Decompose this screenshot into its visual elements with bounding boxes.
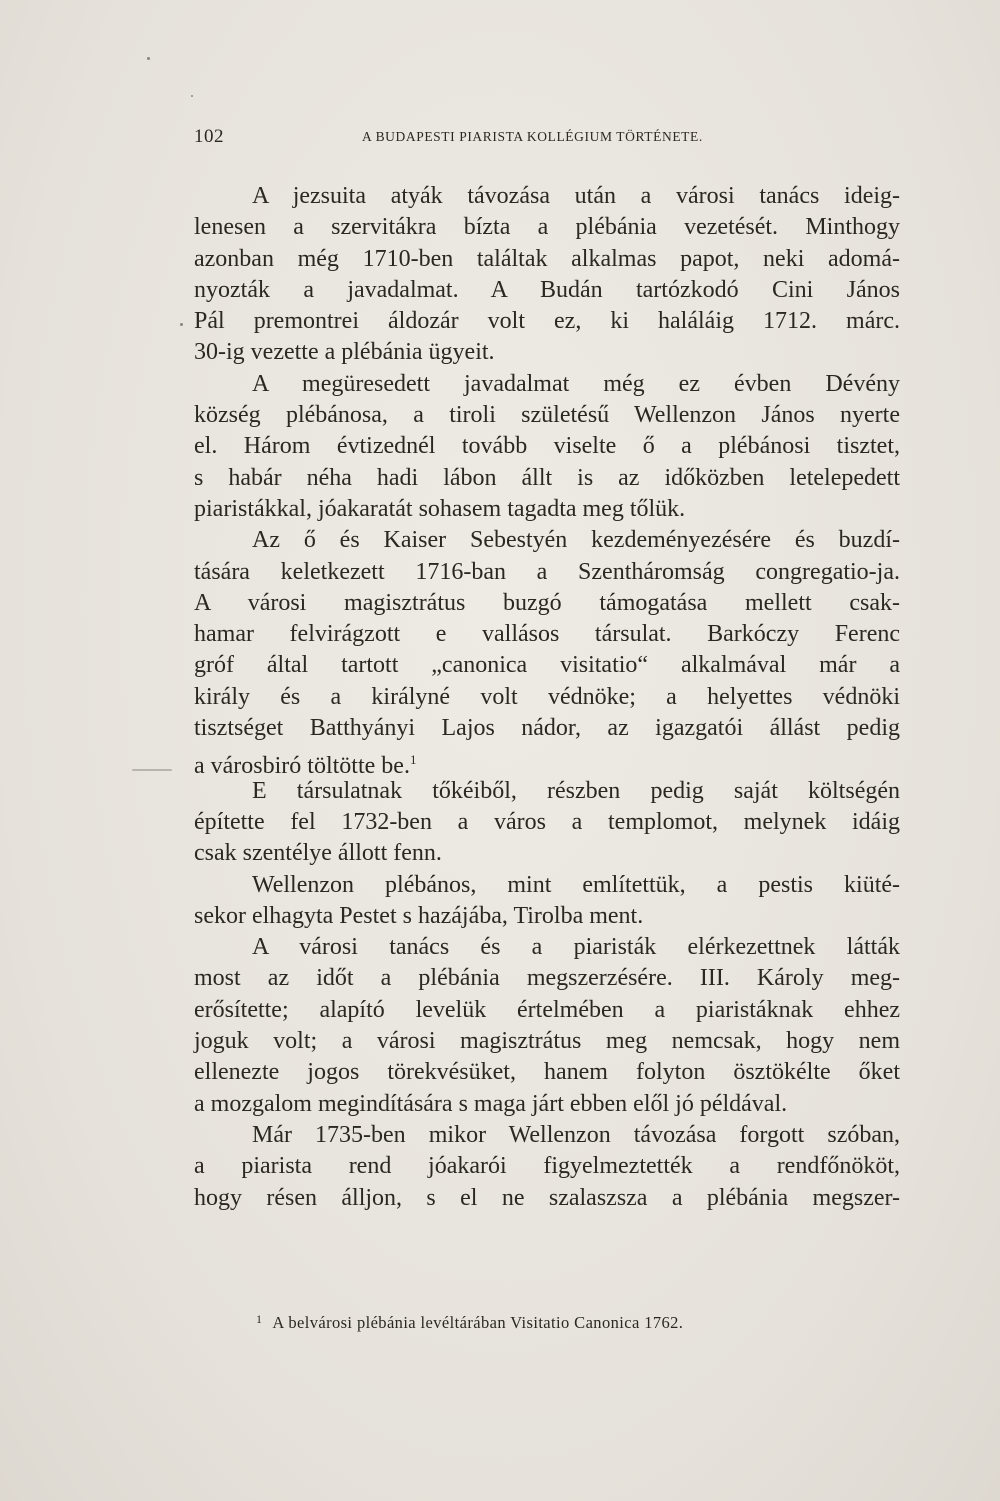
text-line [194,588,900,619]
text-line [194,1026,900,1057]
text-line-content: Pál premontrei áldozár volt ez, ki haláláig 1712. márc. [194,308,900,335]
text-line [194,494,900,525]
text-line [194,1183,900,1214]
text-line [194,713,900,744]
text-line-content: A megüresedett javadalmat még ez évben Dévény [252,370,900,397]
text-line [194,1057,900,1088]
text-line-content: E társulatnak tőkéiből, részben pedig saját költségén [252,777,900,804]
text-line-content: joguk volt; a városi magisztrátus meg nemcsak, hogy nem [194,1028,900,1055]
text-line [194,557,900,588]
text-line [194,463,900,494]
text-line [194,1151,900,1182]
text-line [194,744,900,780]
text-line-content: 30-ig vezette a plébánia ügyeit. [194,339,495,366]
text-line-content: gróf által tartott „canonica visitatio“ alkalmával már a [194,652,900,679]
text-line [194,337,900,368]
text-line-content: A jezsuita atyák távozása után a városi tanács ideig- [252,183,900,209]
text-line [194,682,900,713]
text-line-content: a mozgalom megindítására s maga járt ebben elől jó példával. [194,1090,788,1117]
text-line-content: csak szentélye állott fenn. [194,840,442,867]
text-line-content: A városi magisztrátus buzgó támogatása mellett csak- [194,589,900,616]
text-line [194,870,900,901]
paper-speck [180,323,183,326]
text-line-content: s habár néha hadi lábon állt is az időközben letelepedett [194,464,900,491]
text-line [194,431,900,462]
footnote-reference: 1 [409,752,417,768]
text-line [194,807,900,838]
footnote-marker: 1 [256,1312,263,1326]
running-title: A BUDAPESTI PIARISTA KOLLÉGIUM TÖRTÉNETE. [362,129,703,144]
text-line-content: Az ő és Kaiser Sebestyén kezdeményezésére és buzdí- [252,527,900,554]
text-line [194,1089,900,1120]
text-line [194,838,900,869]
paper-speck [147,57,150,60]
text-line [194,650,900,681]
text-line-content: község plébánosa, a tiroli születésű Wellenzon János nyerte [194,402,900,429]
text-line [194,525,900,556]
text-line [194,901,900,932]
footnote [256,1312,856,1333]
text-line-content: a piarista rend jóakarói figyelmeztették a rendfőnököt, [194,1153,900,1180]
text-line [194,1120,900,1151]
paper-speck [191,95,193,97]
text-line [194,212,900,243]
text-line [194,619,900,650]
body-text [194,181,900,1214]
text-line-content: lenesen a szervitákra bízta a plébánia vezetését. Minthogy [194,214,900,241]
text-line [194,400,900,431]
page-header [194,126,900,152]
footnote-text: A belvárosi plébánia levéltárában Visitatio Canonica 1762. [272,1313,684,1332]
text-line-content: építette fel 1732-ben a város a templomot, melynek idáig [194,808,900,835]
text-line-content: a városbiró töltötte be. [194,753,410,780]
text-line [194,306,900,337]
text-line-content: hogy résen álljon, s el ne szalaszsza a plébánia megszer- [194,1184,900,1211]
text-line-content: el. Három évtizednél tovább viselte ő a plébánosi tisztet, [194,433,900,460]
text-line-content: Wellenzon plébános, mint említettük, a pestis kiüté- [252,871,900,898]
text-line [194,369,900,400]
text-line-content: Már 1735-ben mikor Wellenzon távozása forgott szóban, [252,1121,900,1148]
text-line-content: A városi tanács és a piaristák elérkezettnek látták [252,934,900,961]
text-line [194,963,900,994]
text-line [194,932,900,963]
text-line-content: király és a királyné volt védnöke; a helyettes védnöki [194,683,900,710]
text-line-content: most az időt a plébánia megszerzésére. III. Károly meg- [194,965,900,992]
text-line-content: tisztséget Batthyányi Lajos nádor, az igazgatói állást pedig [194,715,900,742]
page-number: 102 [194,126,224,147]
text-line [194,275,900,306]
text-line-content: piaristákkal, jóakaratát sohasem tagadta meg tőlük. [194,495,686,522]
text-line-content: hamar felvirágzott e vallásos társulat. Barkóczy Ferenc [194,621,900,648]
text-line [194,776,900,807]
text-line-content: tására keletkezett 1716-ban a Szentháromság congregatio-ja. [194,558,900,585]
text-line [194,995,900,1026]
text-line-content: azonban még 1710-ben találtak alkalmas papot, neki adomá- [194,245,900,272]
text-line-content: nyozták a javadalmat. A Budán tartózkodó Cini János [194,276,900,303]
text-line [194,181,900,212]
text-line-content: sekor elhagyta Pestet s hazájába, Tirolba ment. [194,902,644,929]
text-line-content: ellenezte jogos törekvésüket, hanem folyton ösztökélte őket [194,1059,900,1086]
text-line-content: erősítette; alapító levelük értelmében a piaristáknak ehhez [194,996,900,1023]
text-line [194,244,900,275]
paper-speck [132,769,172,771]
